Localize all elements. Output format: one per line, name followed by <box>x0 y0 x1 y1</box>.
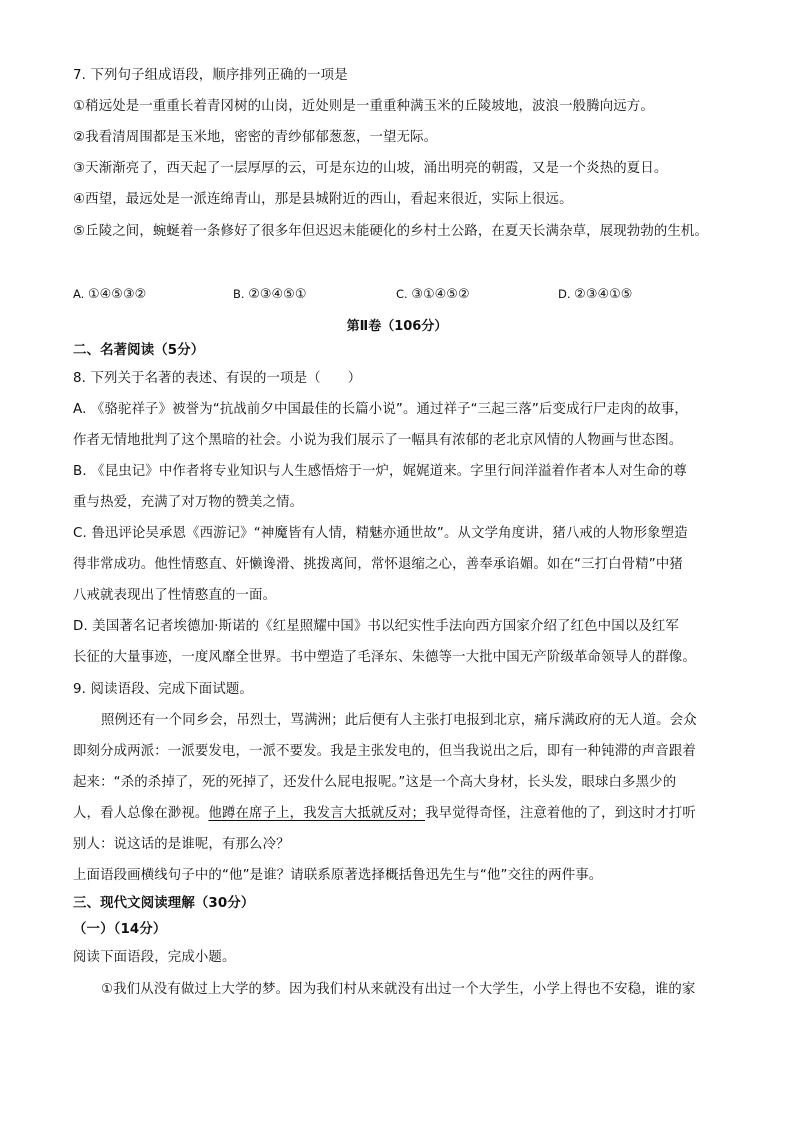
q9-passage-line1: 照例还有一个同乡会，吊烈士，骂满洲；此后便有人主张打电报到北京，痛斥满政府的无人道。会众 <box>101 713 697 728</box>
q7-sentence-5: ⑤丘陵之间，蜿蜒着一条修好了很多年但迟迟未能硬化的乡村土公路，在夏天长满杂草，展现勃勃的生机。 <box>73 224 709 239</box>
q8-option-a-line2: 作者无情地批判了这个黑暗的社会。小说为我们展示了一幅具有浓郁的老北京风情的人物画与世态图。 <box>73 433 683 448</box>
q9-stem: 9. 阅读语段、完成下面试题。 <box>73 682 253 697</box>
q7-option-a[interactable] <box>73 287 146 302</box>
q7-sentence-4: ④西望，最远处是一派连绵青山，那是县城附近的西山，看起来很近，实际上很远。 <box>73 192 573 207</box>
q8-option-d-line1: D. 美国著名记者埃德加·斯诺的《红星照耀中国》书以纪实性手法向西方国家介绍了红色中国以及红军 <box>73 619 679 634</box>
part2-title: 第Ⅱ卷（106分） <box>346 319 448 334</box>
q8-option-a-line1: A. 《骆驼祥子》被誉为“抗战前夕中国最佳的长篇小说”。通过祥子“三起三落”后变成行尸走肉的故事， <box>73 402 688 417</box>
option-value: ①④⑤③② <box>87 287 147 302</box>
q8-option-c-line2: 得非常成功。他性情憨直、奸懒谗滑、挑拨离间，常怀退缩之心，善奉承谄媚。如在“三打白骨精”中猪 <box>73 557 683 572</box>
option-letter: A. <box>73 287 85 301</box>
option-value: ②③④⑤① <box>248 287 307 302</box>
section2-heading: 二、名著阅读（5分） <box>73 343 205 358</box>
q7-sentence-1: ①稍远处是一重重长着青冈树的山岗，近处则是一重重种满玉米的丘陵坡地，波浪一般腾向远方。 <box>73 99 654 114</box>
section3-heading: 三、现代文阅读理解（30分） <box>73 896 255 911</box>
option-letter: D. <box>558 287 571 301</box>
q8-option-b-line2: 重与热爱，充满了对万物的赞美之情。 <box>73 495 304 510</box>
q9-passage-line4 <box>73 802 696 821</box>
section3-instruction: 阅读下面语段，完成小题。 <box>73 950 236 965</box>
option-value: ③①④⑤② <box>411 287 470 302</box>
section3-passage-line1: ①我们从没有做过上大学的梦。因为我们村从来就没有出过一个大学生，小学上得也不安稳，谁的家 <box>101 982 696 997</box>
q8-option-c-line1: C. 鲁迅评论吴承恩《西游记》“神魔皆有人情，精魅亦通世故”。从文学角度讲，猪八戒的人物形象塑造 <box>73 526 688 541</box>
q9-question: 上面语段画横线句子中的“他”是谁？请联系原著选择概括鲁迅先生与“他”交往的两件事。 <box>73 868 603 883</box>
q7-stem: 7. 下列句子组成语段，顺序排列正确的一项是 <box>73 68 348 83</box>
option-letter: B. <box>233 287 245 301</box>
q9-passage-line5: 别人：说这话的是谁呢，有那么冷？ <box>73 837 290 852</box>
q9-passage-line4-post: 我早觉得奇怪，注意着他的了，到这时才打听 <box>425 806 696 821</box>
q9-underlined-sentence: 他蹲在席子上，我发言大抵就反对； <box>208 806 426 821</box>
q8-stem: 8. 下列关于名著的表述、有误的一项是（ ） <box>73 371 362 386</box>
q8-option-c-line3: 八戒就表现出了性情憨直的一面。 <box>73 588 277 603</box>
q8-option-b-line1: B. 《昆虫记》中作者将专业知识与人生感悟熔于一炉，娓娓道来。字里行间洋溢着作者本人对生命的尊 <box>73 464 687 479</box>
q7-sentence-2: ②我看清周围都是玉米地，密密的青纱郁郁葱葱，一望无际。 <box>73 130 438 145</box>
option-value: ②③④①⑤ <box>574 287 633 302</box>
q9-passage-line3: 起来：“杀的杀掉了，死的死掉了，还发什么屁电报呢。”这是一个高大身材，长头发，眼球白多黑少的 <box>73 775 677 790</box>
q7-option-d[interactable] <box>558 287 632 302</box>
q8-option-d-line2: 长征的大量事迹，一度风靡全世界。书中塑造了毛泽东、朱德等一大批中国无产阶级革命领导人的群像。 <box>73 650 696 665</box>
option-letter: C. <box>396 287 408 301</box>
q9-passage-line2: 即刻分成两派：一派要发电，一派不要发。我是主张发电的，但当我说出之后，即有一种钝滞的声音跟着 <box>73 744 696 759</box>
q7-option-c[interactable] <box>396 287 470 302</box>
section3-sub-heading: （一）（14分） <box>73 922 167 937</box>
q7-option-b[interactable] <box>233 287 306 302</box>
q7-sentence-3: ③天渐渐亮了，西天起了一层厚厚的云，可是东边的山坡，涌出明亮的朝霞，又是一个炎热的夏日。 <box>73 161 668 176</box>
q9-passage-line4-pre: 人，看人总像在渺视。 <box>73 806 209 821</box>
